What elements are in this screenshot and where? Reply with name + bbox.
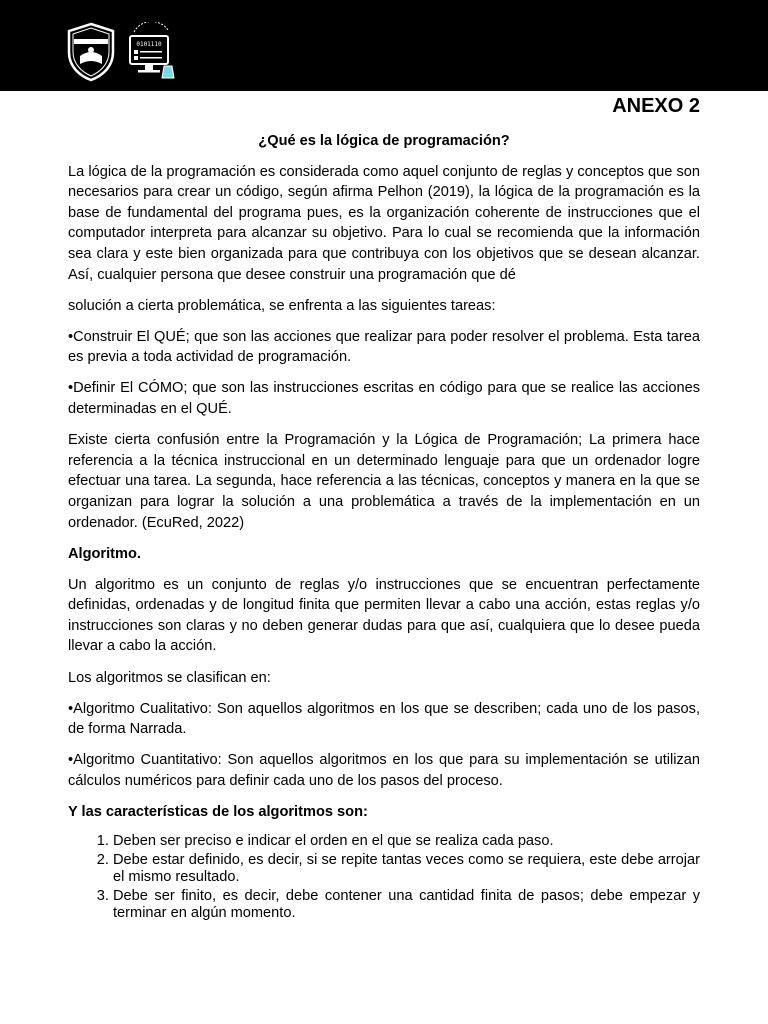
list-item: 2. Debe estar definido, es decir, si se repite tantas veces como se requiera, este debe arrojar el mismo resultado. xyxy=(113,852,700,887)
algorithm-heading: Algoritmo. xyxy=(68,545,141,562)
svg-text:0101110: 0101110 xyxy=(136,41,162,48)
algorithm-definition-paragraph: Un algoritmo es un conjunto de reglas y/o instrucciones que se encuentran perfectamente definidas, ordenadas y de longitud finita que permiten llevar a cabo una acción, estas reglas y/o instrucciones son claras y no deben generar dudas para que así, cualquiera que lo desee pueda llevar a cabo la acción. xyxy=(68,576,700,655)
annex-label: ANEXO 2 xyxy=(612,95,700,117)
list-item: 1. Deben ser preciso e indicar el orden en el que se realiza cada paso. xyxy=(113,833,700,851)
document-body xyxy=(68,131,700,924)
header-band xyxy=(0,0,768,91)
characteristics-list xyxy=(92,833,700,923)
intro-continued-paragraph: solución a cierta problemática, se enfrenta a las siguientes tareas: xyxy=(68,297,496,314)
shield-crest-icon xyxy=(66,22,116,82)
intro-paragraph: La lógica de la programación es considerada como aquel conjunto de reglas y conceptos que son necesarios para crear un código, según afirma Pelhon (2019), la lógica de la programación es la base de fundamental del programa pues, es la organización coherente de instrucciones que el computador interpreta para alcanzar su objetivo. Para lo cual se recomienda que la información sea clara y este bien organizada para que contribuya con los objetivos que se desean alcanzar. Así, cualquier persona que desee construir una programación que dé xyxy=(68,163,700,283)
computer-monitor-icon xyxy=(124,22,176,80)
task-how-paragraph: •Definir El CÓMO; que son las instrucciones escritas en código para que se realice las acciones determinadas en el QUÉ. xyxy=(68,380,700,418)
confusion-paragraph: Existe cierta confusión entre la Programación y la Lógica de Programación; La primera hace referencia a la técnica instruccional en un determinado lenguaje para que un ordenador logre efectuar una tarea. La segunda, hace referencia a las técnicas, conceptos y manera en la que se organizan para lograr la solución a una problemática a través de la implementación en un ordenador. (EcuRed, 2022) xyxy=(68,432,700,531)
quantitative-paragraph: •Algoritmo Cuantitativo: Son aquellos algoritmos en los que para su implementación se utilizan cálculos numéricos para definir cada uno de los pasos del proceso. xyxy=(68,752,700,789)
document-title: ¿Qué es la lógica de programación? xyxy=(258,133,510,149)
qualitative-paragraph: •Algoritmo Cualitativo: Son aquellos algoritmos en los que se describen; cada uno de los pasos, de forma Narrada. xyxy=(68,700,700,738)
list-item: 3. Debe ser finito, es decir, debe contener una cantidad finita de pasos; debe empezar y terminar en algún momento. xyxy=(113,888,700,923)
classified-paragraph: Los algoritmos se clasifican en: xyxy=(68,669,271,686)
task-what-paragraph: •Construir El QUÉ; que son las acciones que realizar para poder resolver el problema. Esta tarea es previa a toda actividad de programación. xyxy=(68,328,700,366)
characteristics-heading: Y las características de los algoritmos son: xyxy=(68,804,368,821)
